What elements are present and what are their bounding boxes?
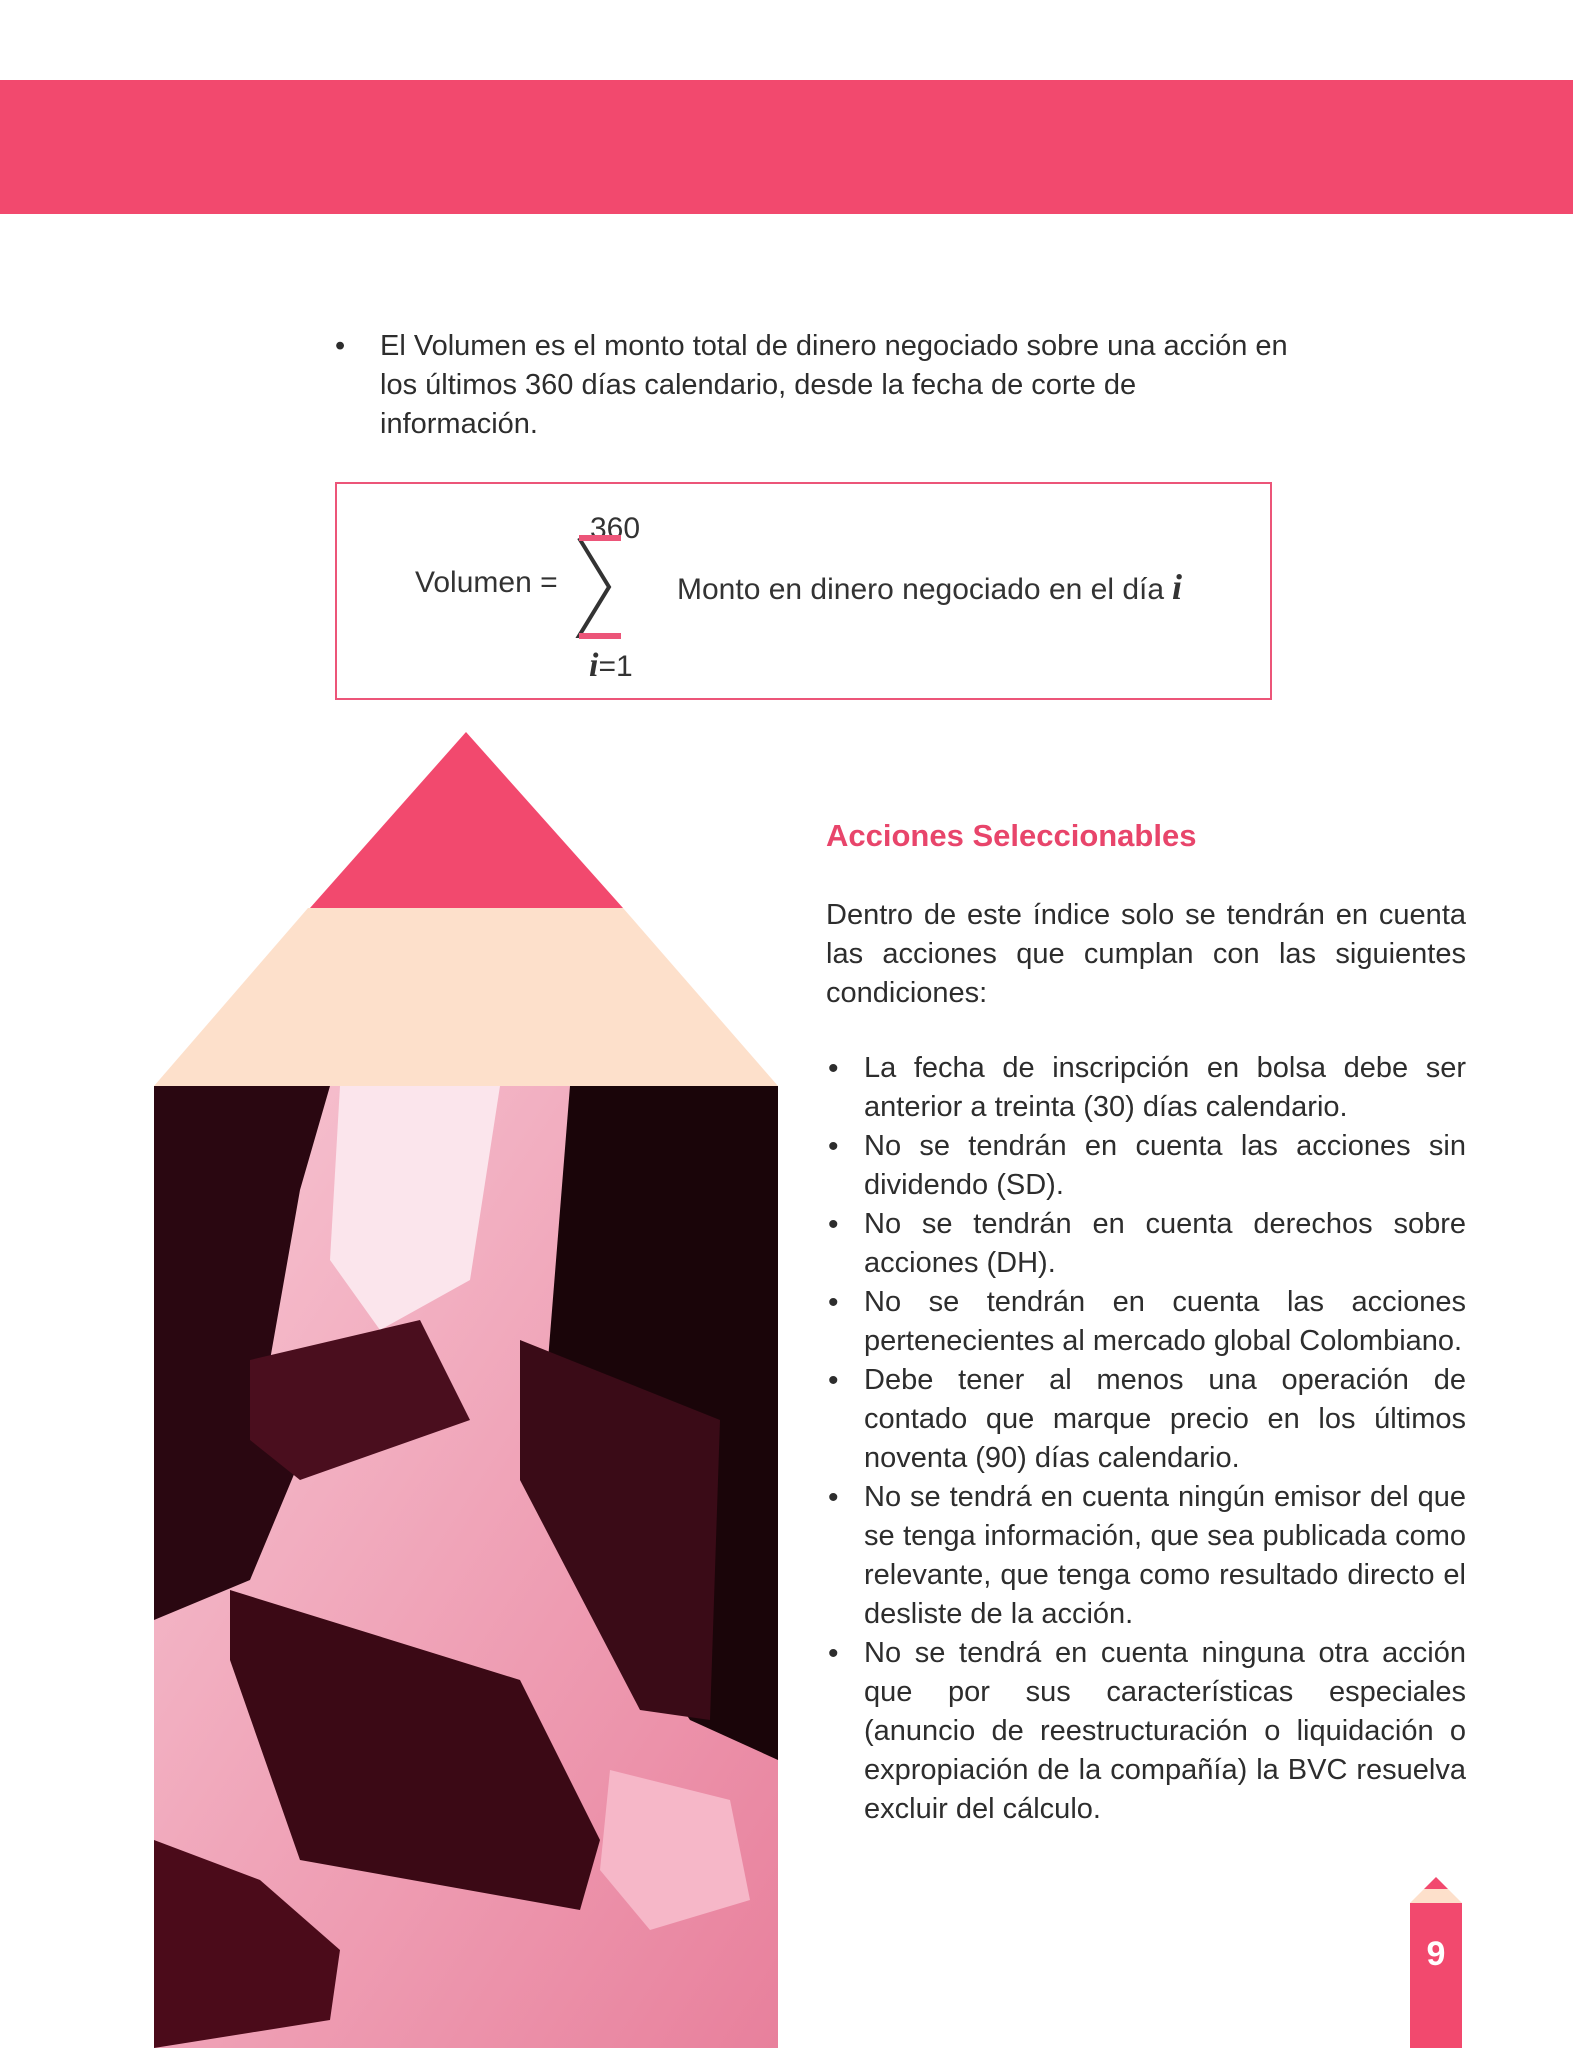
list-item: • La fecha de inscripción en bolsa debe ser anterior a treinta (30) días calendario. [826,1049,1466,1127]
sum-index: i [589,647,599,684]
section-title: Acciones Seleccionables [826,818,1197,853]
sum-lower-value: =1 [598,650,633,683]
office-photo [154,1086,778,2048]
formula-description: Monto en dinero negociado en el día [677,573,1165,606]
formula-text [677,566,1182,608]
intro-paragraph [335,327,1295,444]
conditions-list [826,1049,1466,1829]
pencil-wood [154,908,778,1086]
page-number: 9 [1426,1935,1446,1973]
sum-lower-limit [589,647,633,685]
bullet: • [335,330,346,362]
list-item: • No se tendrán en cuenta las acciones pertenecientes al mercado global Colombiano. [826,1283,1466,1361]
intro-text: El Volumen es el monto total de dinero negociado sobre una acción en los últimos 360 días calendario, desde la fecha de corte de información. [380,330,1288,440]
pencil-tip [310,732,623,908]
day-index: i [1172,567,1183,607]
list-item: • No se tendrá en cuenta ninguna otra acción que por sus características especiales (anuncio de reestructuración o liquidación o expropiación de la compañía) la BVC resuelva excluir del cálculo. [826,1634,1466,1829]
list-item: • Debe tener al menos una operación de contado que marque precio en los últimos noventa (90) días calendario. [826,1361,1466,1478]
sum-upper-limit: 360 [590,512,641,545]
pencil-illustration [0,720,790,2048]
formula-label: Volumen = [415,566,558,599]
list-item: • No se tendrán en cuenta derechos sobre acciones (DH). [826,1205,1466,1283]
header-band [0,80,1573,214]
list-item: • No se tendrá en cuenta ningún emisor del que se tenga información, que sea publicada como relevante, que tenga como resultado directo el desliste de la acción. [826,1478,1466,1634]
volume-formula-box [335,482,1272,700]
sigma-icon [575,534,625,640]
section-intro: Dentro de este índice solo se tendrán en cuenta las acciones que cumplan con las siguientes condiciones: [826,899,1466,1009]
list-item: • No se tendrán en cuenta las acciones sin dividendo (SD). [826,1127,1466,1205]
